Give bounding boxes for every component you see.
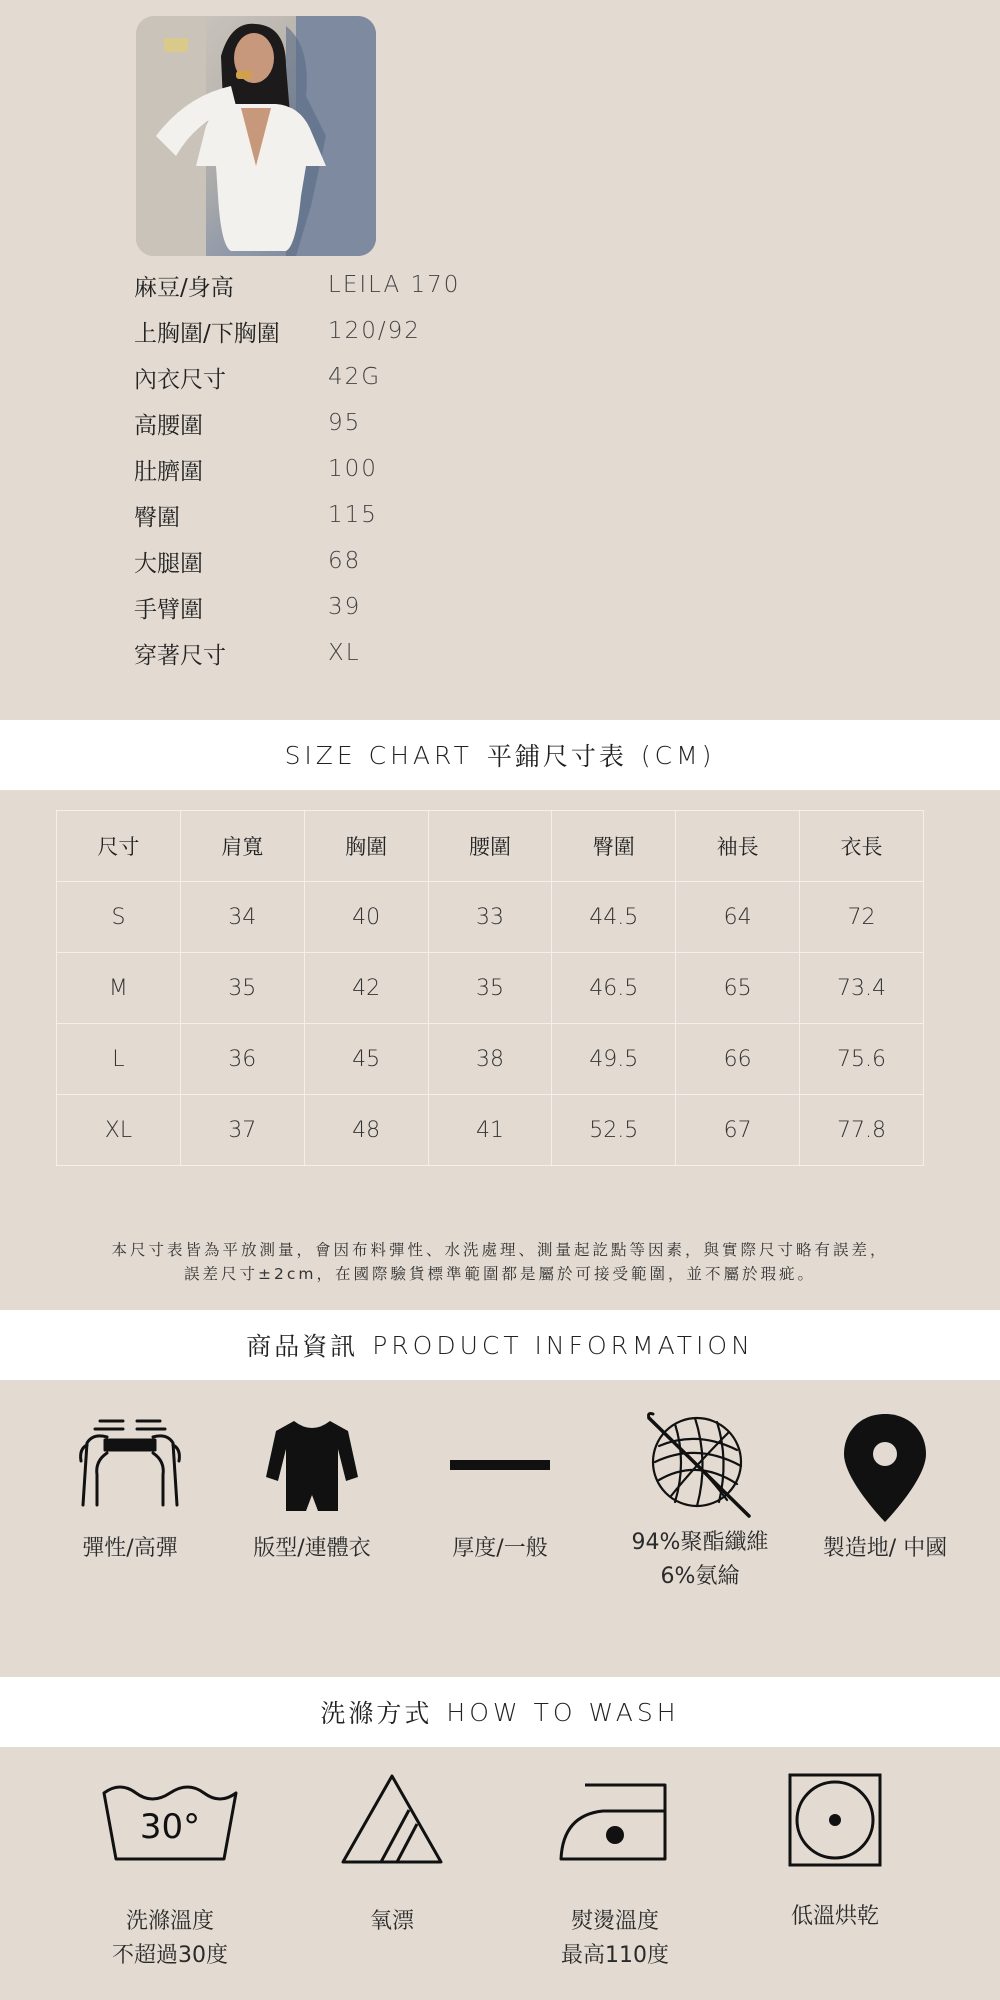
table-cell: 45 [304, 1024, 428, 1095]
disclaimer-line: 本尺寸表皆為平放測量，會因布料彈性、水洗處理、測量起訖點等因素，與實際尺寸略有誤差， [111, 1241, 889, 1259]
wash-label-line2: 最高110度 [561, 1943, 669, 1968]
product-info-label: 版型/連體衣 [253, 1536, 371, 1561]
iron-icon [555, 1775, 675, 1870]
wash-30-icon [100, 1775, 240, 1865]
model-row-value: XL [328, 640, 361, 666]
table-cell: XL [57, 1095, 181, 1166]
table-cell: M [57, 953, 181, 1024]
product-info-item [600, 1410, 800, 1594]
model-row-label: 高腰圍 [134, 412, 203, 439]
model-row-value: 100 [328, 456, 378, 482]
model-row [134, 400, 460, 446]
model-row-label: 大腿圍 [134, 550, 203, 577]
bleach-icon [337, 1770, 447, 1870]
model-row [134, 262, 460, 308]
table-cell: 49.5 [552, 1024, 676, 1095]
table-cell: 75.6 [800, 1024, 924, 1095]
product-info-item [420, 1415, 580, 1566]
table-header-cell: 臀圍 [552, 811, 676, 882]
table-cell: 35 [428, 953, 552, 1024]
table-header-cell: 腰圍 [428, 811, 552, 882]
table-cell: 42 [304, 953, 428, 1024]
tumble-dry-low-icon [785, 1770, 885, 1870]
wash-label: 洗滌溫度 [125, 1909, 214, 1934]
table-cell: 64 [676, 882, 800, 953]
model-row-label: 肚臍圍 [134, 458, 203, 485]
table-row [57, 882, 924, 953]
table-row [57, 1024, 924, 1095]
model-row-value: LEILA 170 [328, 272, 461, 298]
product-info-banner [0, 1310, 1000, 1380]
product-info-label: 94%聚酯纖維 [631, 1530, 769, 1555]
wash-temperature: 30° [139, 1807, 201, 1847]
table-header-cell: 尺寸 [57, 811, 181, 882]
table-header-cell: 肩寬 [180, 811, 304, 882]
table-cell: 67 [676, 1095, 800, 1166]
model-row-label: 麻豆/身高 [134, 274, 234, 301]
product-info-item [232, 1415, 392, 1566]
table-cell: 46.5 [552, 953, 676, 1024]
table-cell: 41 [428, 1095, 552, 1166]
table-header-cell: 衣長 [800, 811, 924, 882]
table-row [57, 1095, 924, 1166]
table-header-cell: 袖長 [676, 811, 800, 882]
table-cell: 73.4 [800, 953, 924, 1024]
model-row [134, 308, 460, 354]
model-photo-illustration [136, 16, 376, 256]
romper-icon [262, 1415, 362, 1515]
table-cell: 37 [180, 1095, 304, 1166]
wash-title-zh: 洗滌方式 [320, 1699, 433, 1728]
model-row-value: 68 [328, 548, 362, 574]
table-cell: 33 [428, 882, 552, 953]
model-row-value: 42G [328, 364, 382, 390]
model-row-label: 穿著尺寸 [134, 642, 226, 669]
table-row [57, 953, 924, 1024]
table-cell: 48 [304, 1095, 428, 1166]
size-table [56, 810, 924, 1166]
size-chart-title-zh: 平鋪尺寸表 [486, 742, 627, 771]
table-cell: 44.5 [552, 882, 676, 953]
model-row-label: 上胸圍/下胸圍 [134, 320, 280, 347]
product-info-label: 彈性/高彈 [82, 1536, 178, 1561]
wash-item [90, 1775, 250, 1973]
model-row-value: 120/92 [328, 318, 421, 344]
table-cell: L [57, 1024, 181, 1095]
wash-item [755, 1770, 915, 1934]
product-info-title-zh: 商品資訊 [246, 1332, 359, 1361]
table-cell: 52.5 [552, 1095, 676, 1166]
table-cell: 35 [180, 953, 304, 1024]
wash-label: 氧漂 [369, 1909, 414, 1934]
table-cell: 38 [428, 1024, 552, 1095]
model-measurements [134, 262, 460, 676]
model-row-value: 115 [328, 502, 378, 528]
model-row [134, 446, 460, 492]
size-chart-banner [0, 720, 1000, 790]
table-cell: S [57, 882, 181, 953]
location-pin-icon [840, 1410, 930, 1526]
table-header-cell: 胸圍 [304, 811, 428, 882]
product-info-title-en: PRODUCT INFORMATION [372, 1330, 754, 1360]
table-cell: 66 [676, 1024, 800, 1095]
model-row [134, 492, 460, 538]
product-info-label: 厚度/一般 [452, 1536, 548, 1561]
wash-label: 熨燙溫度 [570, 1909, 659, 1934]
table-cell: 36 [180, 1024, 304, 1095]
wash-title-en: HOW TO WASH [446, 1697, 680, 1727]
wash-banner [0, 1677, 1000, 1747]
model-row-value: 39 [328, 594, 362, 620]
thickness-line-icon [440, 1415, 560, 1515]
model-row [134, 630, 460, 676]
table-cell: 40 [304, 882, 428, 953]
size-disclaimer [20, 1238, 980, 1286]
model-row-label: 臀圍 [134, 504, 180, 531]
model-row [134, 584, 460, 630]
wash-item [312, 1770, 472, 1939]
yarn-ball-icon [645, 1410, 755, 1520]
disclaimer-line: 誤差尺寸±2cm，在國際驗貨標準範圍都是屬於可接受範圍，並不屬於瑕疵。 [184, 1265, 816, 1283]
size-chart-title-en: SIZE CHART [284, 740, 473, 770]
size-chart-unit: (CM) [640, 740, 716, 770]
product-info-item [50, 1415, 210, 1566]
model-row [134, 538, 460, 584]
wash-label-line2: 不超過30度 [112, 1943, 228, 1968]
product-info-label-line2: 6%氨綸 [660, 1564, 740, 1589]
model-row [134, 354, 460, 400]
wash-item [535, 1775, 695, 1973]
table-cell: 72 [800, 882, 924, 953]
model-row-value: 95 [328, 410, 362, 436]
table-cell: 34 [180, 882, 304, 953]
stretch-icon [65, 1415, 195, 1510]
model-row-label: 手臂圍 [134, 596, 203, 623]
model-row-label: 內衣尺寸 [134, 366, 226, 393]
table-cell: 65 [676, 953, 800, 1024]
wash-label: 低溫烘乾 [790, 1904, 879, 1929]
model-photo [136, 16, 376, 256]
product-info-item [805, 1410, 965, 1566]
product-info-label: 製造地/ 中國 [822, 1536, 948, 1561]
table-header-row [57, 811, 924, 882]
table-cell: 77.8 [800, 1095, 924, 1166]
